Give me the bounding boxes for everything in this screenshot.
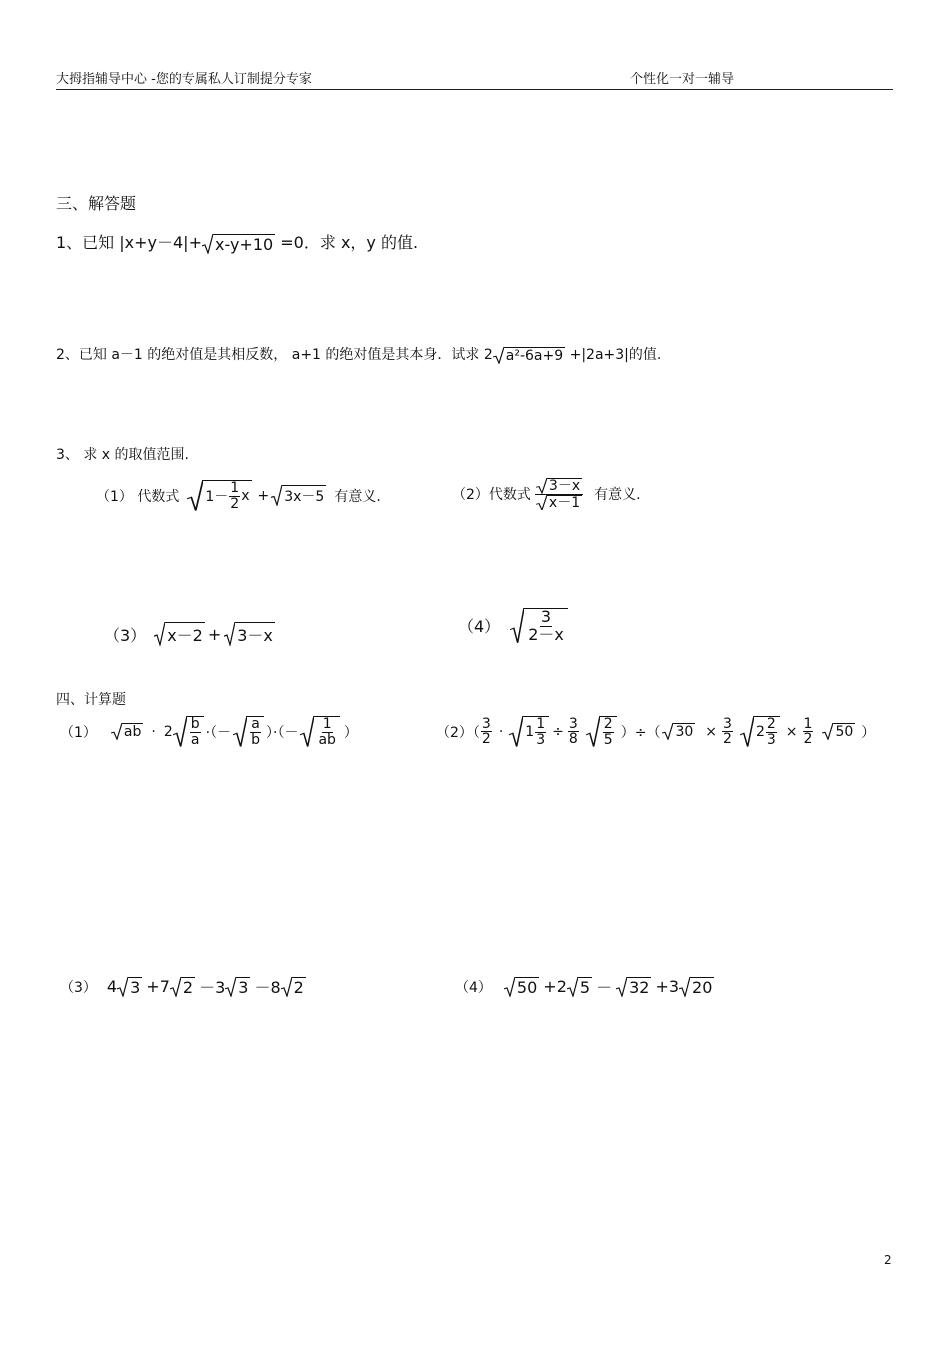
sqrt: [586, 716, 617, 747]
part-suffix: 有意义.: [594, 487, 641, 504]
q1-suffix: =0．求 x，y 的值.: [275, 233, 419, 252]
header-rule: [56, 89, 893, 90]
radicand: 3－x: [235, 622, 275, 646]
numerator: b: [190, 716, 200, 732]
sqrt: [300, 716, 339, 747]
fraction: [766, 717, 777, 747]
sqrt: [510, 608, 568, 644]
question-2: [56, 344, 661, 364]
numerator: 3: [723, 715, 732, 732]
coefficient: 2: [163, 723, 173, 740]
term: －8: [254, 978, 281, 997]
part-label: （3）: [104, 625, 147, 645]
calc-1: [60, 716, 358, 747]
radicand: 32: [629, 977, 650, 997]
sqrt: [170, 977, 195, 997]
fraction: [603, 717, 614, 747]
radicand-part: 1－: [205, 489, 229, 506]
sqrt: [117, 977, 142, 997]
radicand-part: x: [241, 488, 250, 505]
header-left: 大拇指辅导中心 -您的专属私人订制提分专家: [56, 72, 312, 87]
sqrt: [111, 723, 143, 740]
part-label: （4）: [458, 617, 501, 637]
mixed-whole: 2: [755, 724, 765, 741]
section-title-answer: 三、解答题: [56, 194, 137, 213]
sqrt: [281, 977, 306, 997]
term: +7: [146, 977, 170, 996]
q2-suffix: +|2a+3|的值.: [565, 347, 662, 363]
fraction: [250, 717, 261, 747]
numerator: 1: [536, 716, 546, 732]
radicand: x－2: [165, 622, 205, 646]
mixed-whole: 1: [525, 724, 535, 741]
denominator: x－1: [548, 494, 581, 511]
numerator: 2: [603, 716, 613, 732]
fraction: [722, 717, 733, 747]
plus-sign: +: [257, 487, 270, 504]
section-title-calc: 四、计算题: [56, 692, 126, 708]
operator: ·（－: [205, 724, 232, 741]
numerator: 3: [540, 607, 552, 626]
numerator: 1: [230, 480, 240, 496]
term: +3: [655, 977, 680, 996]
calc-4: [455, 975, 714, 998]
sqrt: [616, 977, 651, 997]
calc-3: [60, 975, 306, 998]
calc-2: [436, 716, 875, 747]
fraction: [229, 481, 240, 511]
fraction: [190, 717, 201, 747]
numerator: 2: [766, 716, 776, 732]
q2-radicand: a²-6a+9: [505, 347, 564, 364]
denominator: 2: [230, 495, 240, 512]
denominator: 5: [603, 731, 613, 748]
denominator: ab: [318, 731, 336, 748]
sqrt: [187, 480, 251, 511]
q2-prefix: 2、已知 a－1 的绝对值是其相反数， a+1 的绝对值是其本身．试求 2: [56, 347, 493, 363]
operator: ）·（－: [266, 724, 299, 741]
part-label: （4）: [455, 979, 492, 996]
sqrt: [679, 977, 714, 997]
denominator: 3: [536, 731, 546, 748]
page-number: 2: [884, 1253, 892, 1267]
paren-close: ）: [861, 724, 876, 741]
sqrt: [536, 478, 582, 494]
part-label: （3）: [60, 979, 97, 996]
numerator: 3: [481, 715, 491, 732]
question-3-part-4: [458, 608, 568, 644]
denominator: 2: [723, 731, 732, 748]
term: －3: [199, 978, 226, 997]
divide-operator: ÷: [552, 723, 564, 740]
sqrt: [822, 723, 855, 740]
fraction: [535, 478, 583, 510]
numerator: 1: [322, 716, 332, 732]
radicand: 20: [692, 977, 713, 997]
sqrt: [493, 347, 565, 364]
term: +2: [543, 977, 567, 996]
part-label: （1）: [60, 724, 97, 741]
question-3-part-1: [96, 480, 381, 511]
fraction: [803, 717, 814, 747]
header-right: 个性化一对一辅导: [630, 72, 735, 87]
dot-operator: ·: [151, 723, 156, 740]
paren-close: ）: [343, 724, 358, 741]
sqrt: [202, 234, 275, 254]
radicand: ab: [123, 724, 142, 741]
sqrt: [271, 485, 326, 506]
numerator: 3－x: [548, 478, 581, 494]
denominator: a: [190, 731, 200, 748]
radicand: 3: [130, 977, 141, 997]
sqrt: [225, 977, 250, 997]
q1-radicand: x-y+10: [214, 234, 274, 254]
question-3-part-3: [104, 622, 275, 646]
fraction: [527, 609, 565, 644]
sqrt: [662, 723, 695, 740]
radicand: 50: [835, 724, 854, 741]
denominator: 2: [481, 731, 491, 748]
question-3-title: 3、 求 x 的取值范围.: [56, 447, 189, 463]
radicand: 3: [238, 977, 249, 997]
sqrt: [509, 716, 549, 747]
fraction: [481, 717, 492, 747]
numerator: a: [251, 716, 260, 732]
radicand: 2: [182, 977, 194, 997]
operator: ）÷（: [620, 724, 661, 741]
fraction: [568, 717, 579, 747]
part-label: （2）（: [436, 724, 480, 741]
sqrt: [536, 495, 582, 511]
radicand: 30: [675, 724, 694, 741]
question-1: [56, 230, 418, 254]
radicand: 50: [516, 977, 538, 997]
denominator: b: [251, 731, 260, 748]
radicand: 3x－5: [282, 485, 326, 506]
coefficient: 4: [106, 977, 118, 996]
radicand: 2: [293, 977, 304, 997]
part-suffix: 有意义.: [334, 488, 381, 505]
denominator: 2: [803, 731, 813, 748]
part-label: （1） 代数式: [96, 488, 180, 505]
times-operator: ×: [785, 723, 798, 740]
sqrt: [504, 977, 539, 997]
dot-operator: ·: [498, 723, 504, 740]
plus-sign: +: [207, 624, 222, 644]
numerator: 1: [803, 715, 813, 732]
sqrt: [740, 716, 780, 747]
radicand: 5: [579, 977, 591, 997]
denominator: 3: [766, 731, 776, 748]
sqrt: [233, 716, 264, 747]
question-3-part-2: [452, 478, 641, 510]
numerator: 3: [568, 715, 578, 732]
sqrt: [567, 977, 592, 997]
sqrt: [154, 622, 205, 646]
denominator: 8: [568, 731, 578, 748]
sqrt: [224, 622, 275, 646]
times-operator: ×: [705, 723, 718, 740]
denominator: 2－x: [528, 624, 564, 644]
minus-sign: －: [596, 978, 613, 997]
q1-prefix: 1、已知 |x+y－4|+: [56, 233, 202, 252]
sqrt: [173, 716, 204, 747]
fraction: [317, 717, 336, 747]
part-label: （2）代数式: [452, 487, 531, 504]
fraction: [535, 717, 546, 747]
